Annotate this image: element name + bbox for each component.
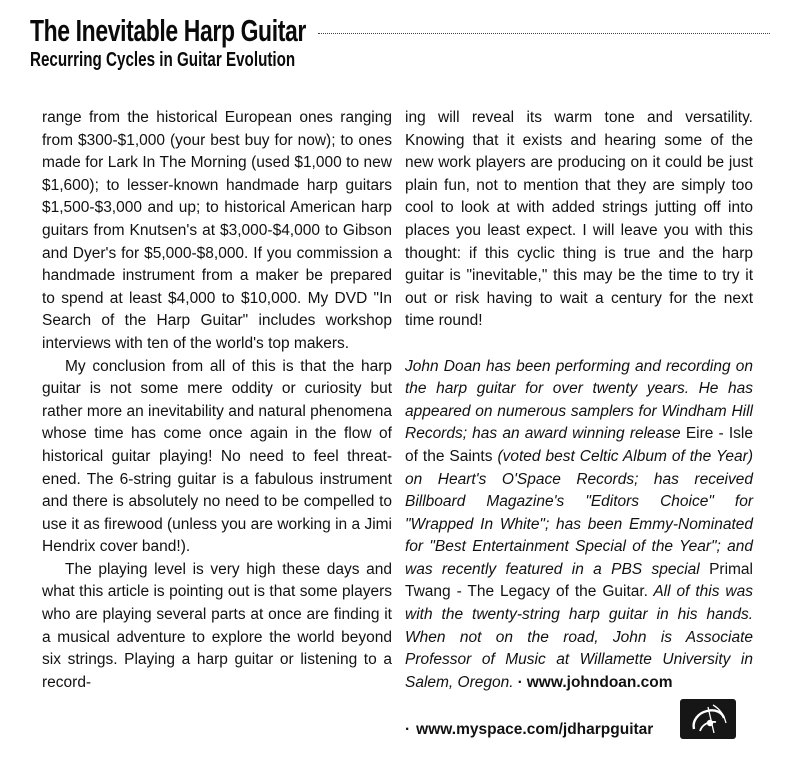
bullet-separator-2: · <box>405 721 411 738</box>
author-bio <box>405 356 753 695</box>
bio-text-3: All of this was with the twenty-string harp guitar in his hands. When not on the road, John is Associate Professor of Music at Willamette University in Salem, Oregon. <box>405 583 753 691</box>
title-divider <box>318 33 770 34</box>
harp-guitar-logo-graphic <box>680 699 736 739</box>
paragraph-closing: ing will reveal its warm tone and versatility. Knowing that it exists and hearing some of the new work players are producing on it could be just plain fun, not to mention that they are simply too cool to look at with added strings jutting off into places you least expect. I will leave you with this thought: if this cyclic thing is true and the harp guitar is "inevitable," this may be the time to try it out or risk having to wait a century for the next time round! <box>405 109 753 330</box>
article-title: The Inevitable Harp Guitar <box>30 13 306 48</box>
article-header <box>30 14 800 71</box>
bio-album-title: Eire - Isle of the Saints <box>405 425 753 465</box>
website-link[interactable]: www.johndoan.com <box>526 673 673 691</box>
article-subtitle: Recurring Cycles in Guitar Evolution <box>30 49 296 71</box>
harp-guitar-logo-icon <box>680 699 736 739</box>
paragraph-prices: range from the historical European ones ranging from $300-$1,000 (your best buy for now); to ones made for Lark In The Morning (used $1,000 to new $1,600); to lesser-known handmade harp guitars $1,500-$3,000 and up; to historical American harp guitars from Knutsen's at $3,000-$4,000 to Gibson and Dyer's for $5,000-$8,000. If you commission a handmade instrument from a maker be prepared to spend at least $4,000 to $10,000. My DVD "In Search of the Harp Guitar" includes workshop interviews with ten of the world's top makers. <box>42 109 392 352</box>
right-column <box>405 107 753 694</box>
paragraph-gap <box>405 333 753 356</box>
bio-special-title: Primal Twang - The Legacy of the Guitar. <box>405 560 753 601</box>
bullet-separator: · <box>517 673 523 691</box>
myspace-link[interactable]: www.myspace.com/jdharpguitar <box>416 721 654 738</box>
bio-text-1: John Doan has been performing and recording on the harp guitar for over twenty years. He has appeared on numerous samplers for Windham Hill Records; has an award winning release <box>405 357 753 443</box>
left-column <box>42 107 392 694</box>
bio-text-2: (voted best Celtic Album of the Year) on Heart's O'Space Records; has received Billboard Magazine's "Editors Choice" for "Wrapped In White"; has been Emmy-Nominated for "Best Entertainment Special of the Year"; and was recently featured in a PBS special <box>405 447 753 578</box>
paragraph-conclusion: My conclusion from all of this is that the harp guitar is not some mere oddity or curiosity but rather more an inevitability and natural phenomena whose time has come once again in the flow of historical guitar playing! No need to feel threatened. The 6-string guitar is a fabulous instrument and there is absolutely no need to be compelled to use it as firewood (unless you are working in a Jimi Hendrix cover band!). <box>42 357 392 556</box>
paragraph-playing-level: The playing level is very high these days and what this article is pointing out is that some players who are playing several parts at once are finding it a musical adventure to explore the world beyond six strings. Playing a harp guitar or listening to a record- <box>42 560 392 691</box>
myspace-line <box>405 719 653 742</box>
